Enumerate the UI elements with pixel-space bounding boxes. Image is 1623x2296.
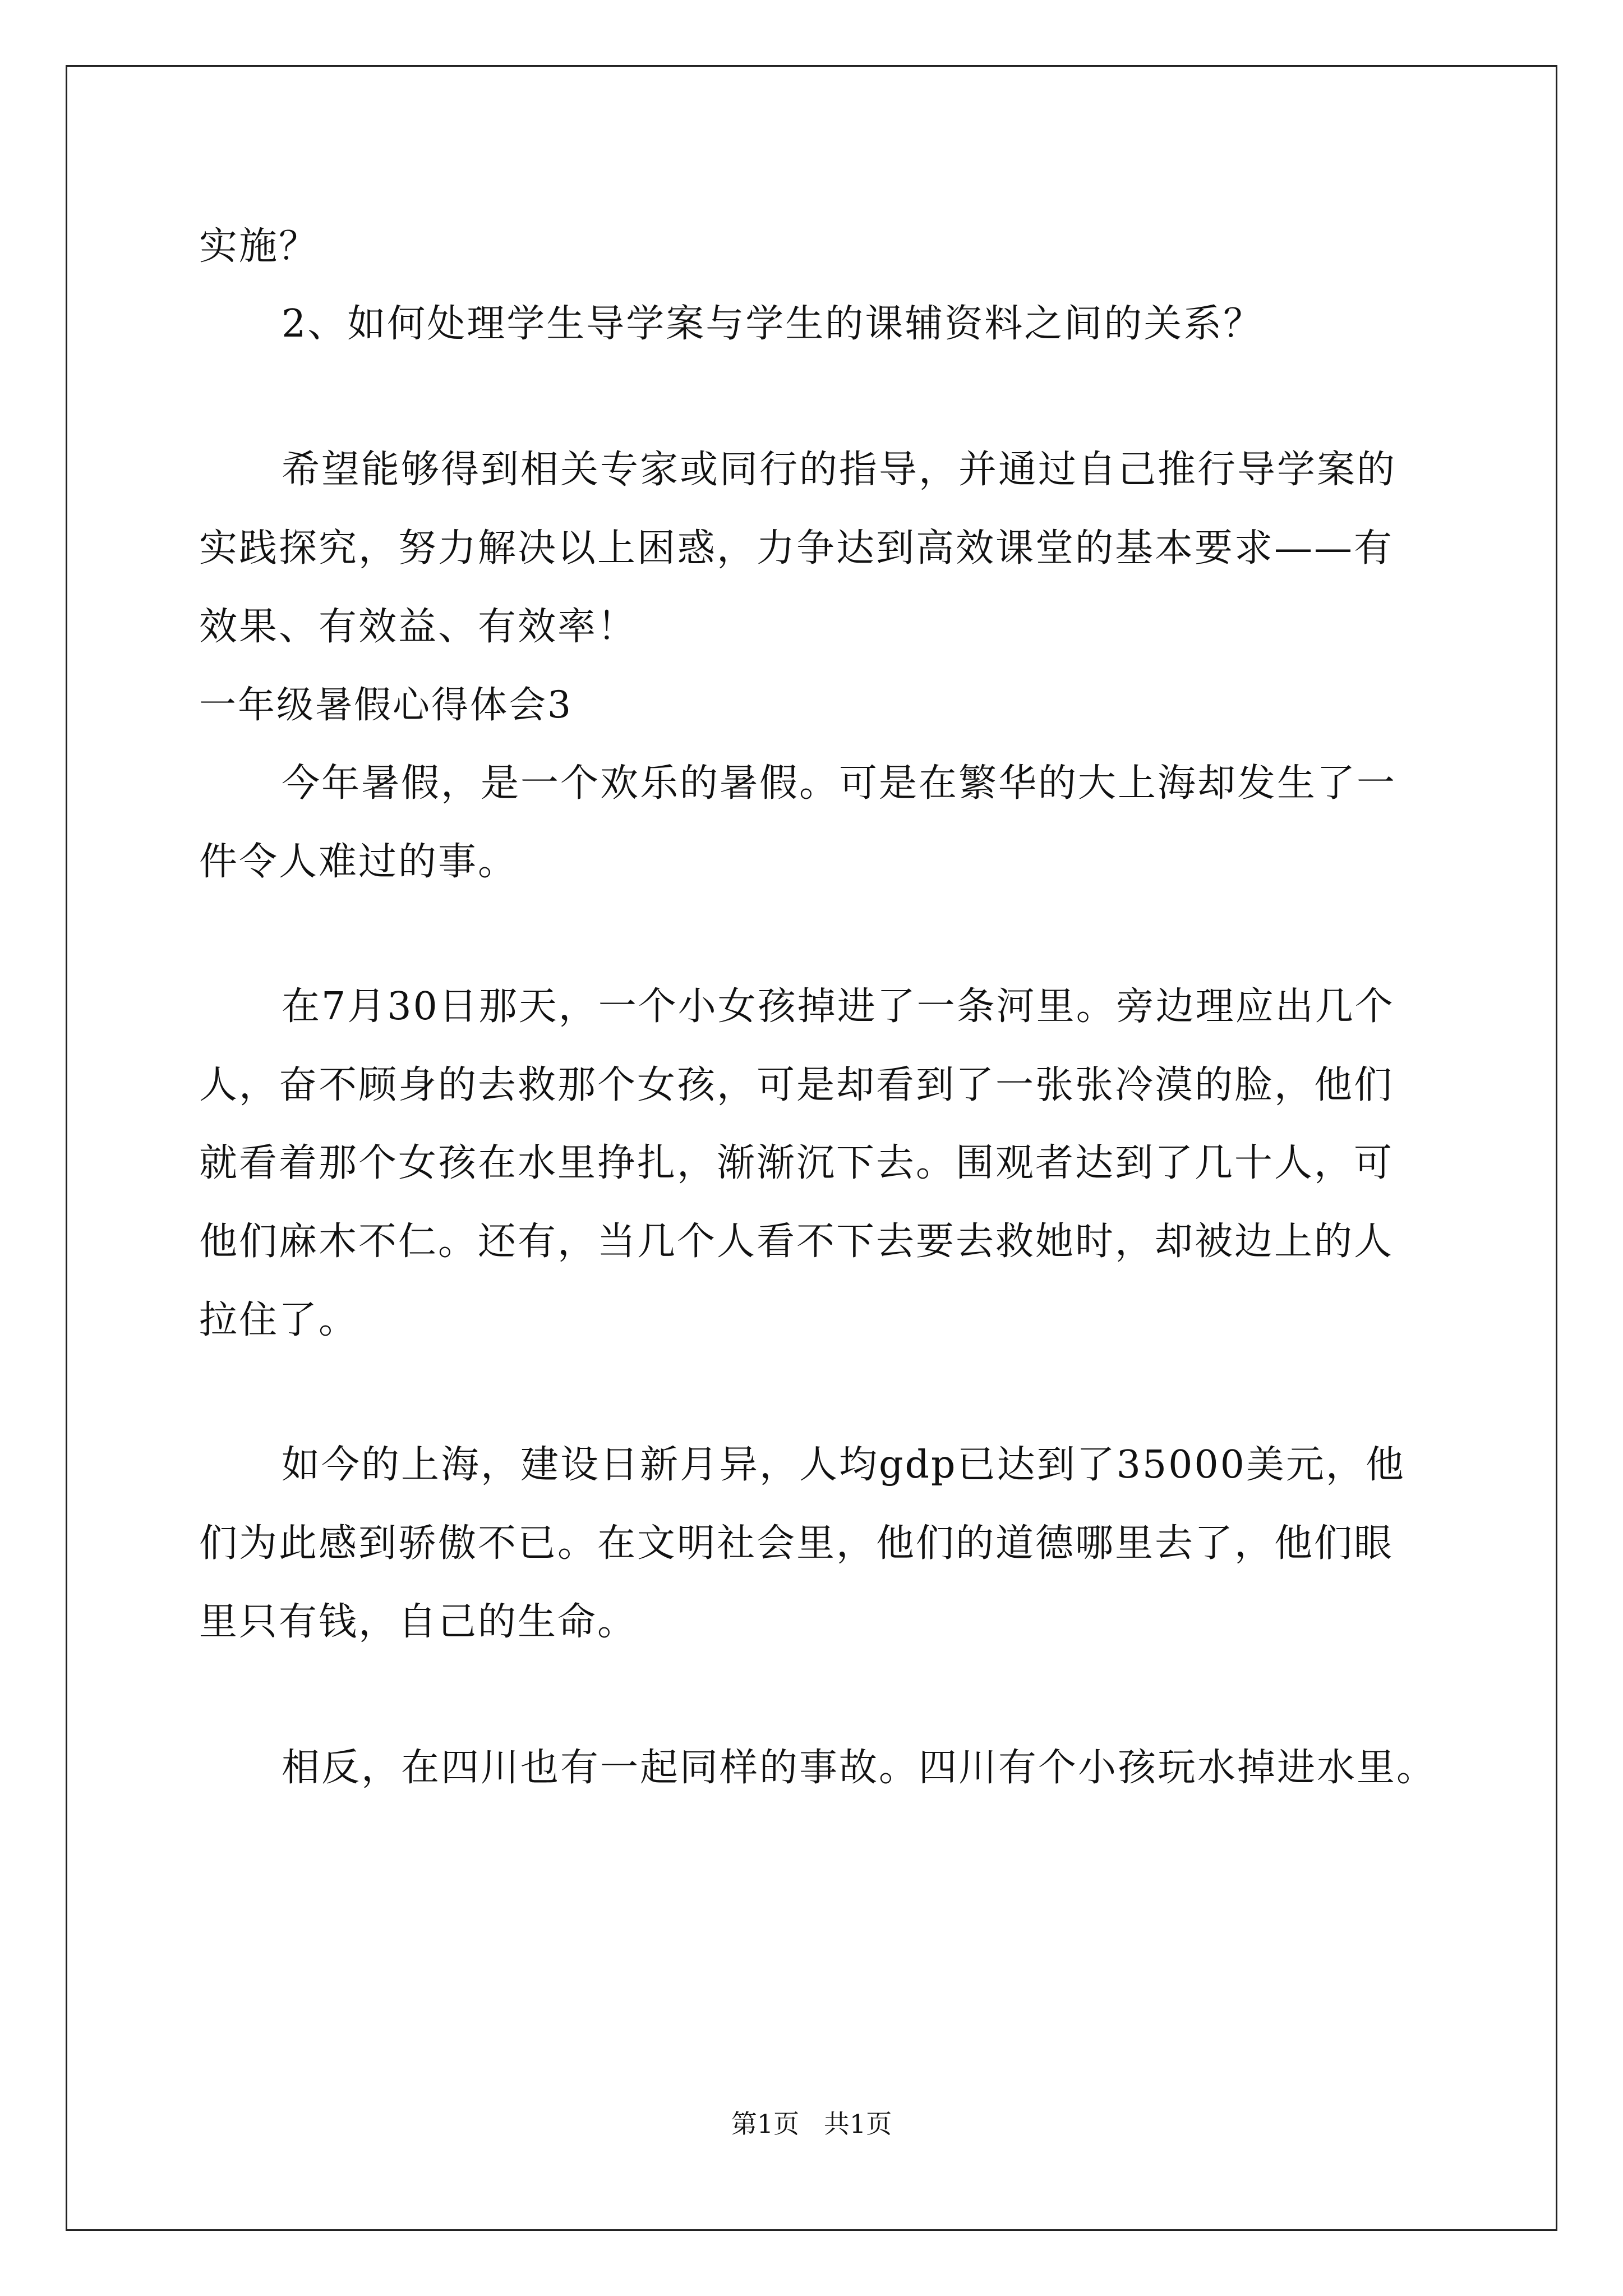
page-footer: 第1页 共1页: [731, 2109, 892, 2139]
text-line: 件令人难过的事。: [199, 840, 518, 884]
text-line: 实施？: [199, 224, 319, 269]
text-line: 实践探究，努力解决以上困惑，力争达到高效课堂的基本要求——有: [199, 526, 1394, 570]
text-line: 希望能够得到相关专家或同行的指导，并通过自己推行导学案的: [282, 448, 1397, 492]
text-line: 在7月30日那天，一个小女孩掉进了一条河里。旁边理应出几个: [282, 984, 1395, 1029]
text-line: 人，奋不顾身的去救那个女孩，可是却看到了一张张冷漠的脸，他们: [199, 1063, 1394, 1107]
text-line: 如今的上海，建设日新月异，人均gdp已达到了35000美元，他: [282, 1443, 1405, 1487]
text-line: 效果、有效益、有效率！: [199, 605, 638, 649]
text-line: 里只有钱，自己的生命。: [199, 1600, 638, 1644]
text-line: 们为此感到骄傲不已。在文明社会里，他们的道德哪里去了，他们眼: [199, 1521, 1394, 1566]
text-line: 相反，在四川也有一起同样的事故。四川有个小孩玩水掉进水里。: [282, 1746, 1437, 1790]
text-line: 就看着那个女孩在水里挣扎，渐渐沉下去。围观者达到了几十人，可: [199, 1141, 1394, 1185]
text-line: 2、如何处理学生导学案与学生的课辅资料之间的关系？: [282, 302, 1264, 346]
text-line: 他们麻木不仁。还有，当几个人看不下去要去救她时，却被边上的人: [199, 1220, 1394, 1264]
text-line: 今年暑假，是一个欢乐的暑假。可是在繁华的大上海却发生了一: [282, 761, 1397, 806]
text-line: 拉住了。: [199, 1298, 359, 1342]
section-heading: 一年级暑假心得体会3: [199, 683, 573, 726]
